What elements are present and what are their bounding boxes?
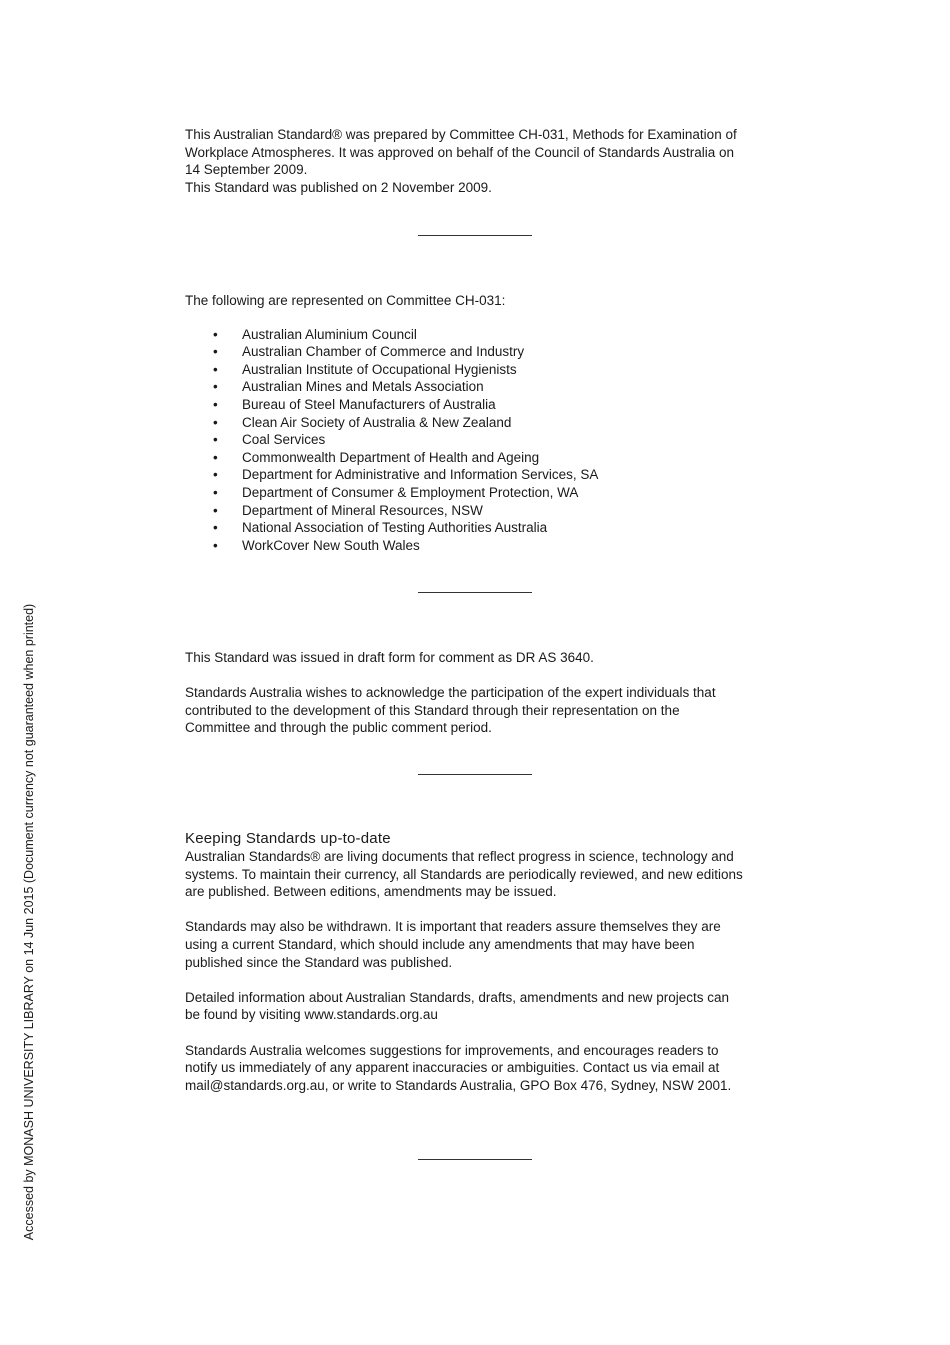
list-item (185, 326, 775, 344)
paragraph-line: Standards may also be withdrawn. It is important that readers assure themselves they are (185, 919, 721, 935)
paragraph-line: are published. Between editions, amendments may be issued. (185, 884, 557, 900)
paragraph-line: published since the Standard was published. (185, 954, 453, 970)
member-name: Bureau of Steel Manufacturers of Australia (242, 396, 496, 412)
paragraph-line: notify us immediately of any apparent inaccuracies or ambiguities. Contact us via email at (185, 1060, 720, 1076)
access-watermark-text: Accessed by MONASH UNIVERSITY LIBRARY on 14 Jun 2015 (Document currency not guaranteed when printed) (22, 603, 37, 1241)
paragraph-line: mail@standards.org.au, or write to Standards Australia, GPO Box 476, Sydney, NSW 2001. (185, 1077, 732, 1093)
member-name: Department of Mineral Resources, NSW (242, 502, 483, 518)
member-name: National Association of Testing Authorities Australia (242, 520, 548, 536)
member-name: Commonwealth Department of Health and Ageing (242, 449, 540, 465)
member-name: Coal Services (242, 432, 326, 448)
bullet-icon: • (213, 520, 218, 536)
paragraph-line: systems. To maintain their currency, all Standards are periodically reviewed, and new editions (185, 866, 743, 882)
published-date-line: This Standard was published on 2 November 2009. (185, 179, 492, 195)
paragraph-line: Standards Australia welcomes suggestions for improvements, and encourages readers to (185, 1042, 719, 1058)
section-divider (418, 235, 532, 236)
preparation-line: 14 September 2009. (185, 162, 308, 178)
paragraph-line: using a current Standard, which should include any amendments that may have been (185, 936, 695, 952)
list-item (185, 343, 775, 361)
list-item (185, 431, 775, 449)
bullet-icon: • (213, 467, 218, 483)
member-name: Australian Mines and Metals Association (242, 379, 484, 395)
list-item (185, 361, 775, 379)
bullet-icon: • (213, 326, 218, 342)
acknowledgement-line: contributed to the development of this Standard through their representation on the (185, 702, 680, 718)
section-heading: Keeping Standards up-to-date (185, 830, 391, 847)
bullet-icon: • (213, 414, 218, 430)
keeping-standards-section (185, 830, 775, 1094)
member-name: Department for Administrative and Information Services, SA (242, 467, 599, 483)
section-divider (418, 774, 532, 775)
bullet-icon: • (213, 432, 218, 448)
committee-intro: The following are represented on Committee CH-031: (185, 293, 506, 308)
paragraph-line: be found by visiting www.standards.org.au (185, 1007, 438, 1023)
section-divider (418, 1159, 532, 1160)
bullet-icon: • (213, 344, 218, 360)
bullet-icon: • (213, 379, 218, 395)
preparation-section (185, 126, 775, 196)
paragraph-line: Detailed information about Australian Standards, drafts, amendments and new projects can (185, 989, 730, 1005)
draft-section (185, 649, 775, 737)
draft-issued-text: This Standard was issued in draft form for comment as DR AS 3640. (185, 650, 594, 665)
member-name: Australian Chamber of Commerce and Industry (242, 344, 525, 360)
bullet-icon: • (213, 361, 218, 377)
list-item (185, 396, 775, 414)
acknowledgement-line: Committee and through the public comment period. (185, 720, 492, 736)
member-name: Clean Air Society of Australia & New Zealand (242, 414, 512, 430)
bullet-icon: • (213, 449, 218, 465)
list-item (185, 449, 775, 467)
list-item (185, 414, 775, 432)
list-item (185, 484, 775, 502)
committee-section (185, 292, 775, 554)
preparation-line: Workplace Atmospheres. It was approved on behalf of the Council of Standards Australia on (185, 144, 735, 160)
preparation-line: This Australian Standard® was prepared by Committee CH-031, Methods for Examination of (185, 127, 737, 142)
list-item (185, 537, 775, 555)
member-name: Department of Consumer & Employment Protection, WA (242, 484, 579, 500)
member-name: WorkCover New South Wales (242, 537, 420, 553)
bullet-icon: • (213, 537, 218, 553)
section-divider (418, 592, 532, 593)
list-item (185, 519, 775, 537)
bullet-icon: • (213, 484, 218, 500)
list-item (185, 502, 775, 520)
bullet-icon: • (213, 502, 218, 518)
committee-member-list (185, 326, 775, 555)
member-name: Australian Aluminium Council (242, 326, 417, 342)
acknowledgement-line: Standards Australia wishes to acknowledge the participation of the expert individuals that (185, 685, 716, 701)
list-item (185, 378, 775, 396)
bullet-icon: • (213, 396, 218, 412)
paragraph-line: Australian Standards® are living documents that reflect progress in science, technology and (185, 849, 734, 864)
member-name: Australian Institute of Occupational Hygienists (242, 361, 517, 377)
list-item (185, 466, 775, 484)
